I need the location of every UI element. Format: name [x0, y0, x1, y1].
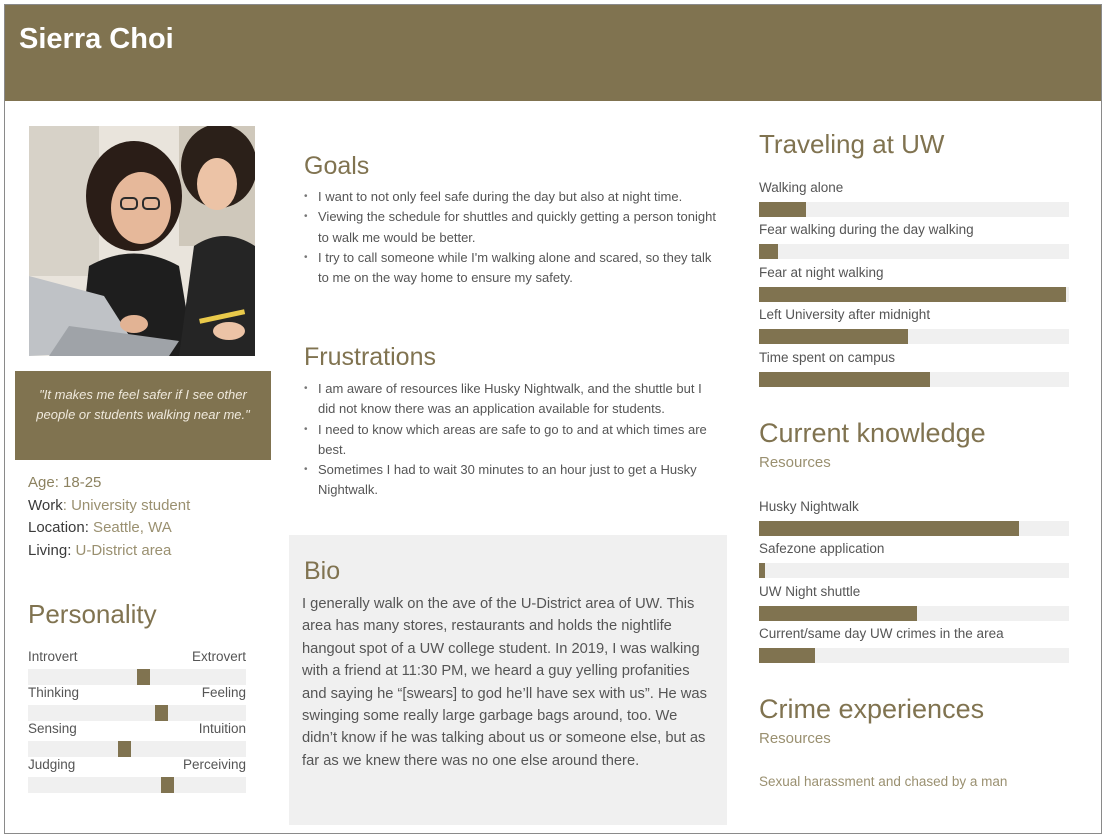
- persona-quote: "It makes me feel safer if I see other people or students walking near me.": [36, 387, 250, 422]
- demo-age: [28, 472, 190, 495]
- goal-item: • Viewing the schedule for shuttles and quickly getting a person tonight to walk me would be better.: [304, 207, 716, 248]
- traveling-bar-label: Fear walking during the day walking: [759, 222, 974, 237]
- traveling-bar-track: [759, 244, 1069, 259]
- demo-location-label: Location:: [28, 519, 89, 536]
- header-banner: [5, 5, 1101, 101]
- quote-box: [15, 371, 271, 460]
- demo-work-value: : University student: [62, 496, 191, 514]
- goal-item: • I try to call someone while I'm walking alone and scared, so they talk to me on the way home to ensure my safety.: [304, 248, 716, 289]
- demo-location: [28, 517, 190, 540]
- persona-name: Sierra Choi: [19, 23, 174, 55]
- frustrations-list: [304, 379, 716, 501]
- demo-age-label: Age: 18-25: [28, 474, 102, 491]
- trait-marker: [118, 741, 131, 757]
- demo-work-label: Work: [28, 496, 63, 514]
- bio-text: I generally walk on the ave of the U-District area of UW. This area has many stores, restaurants and holds the nightlife hangout spot of a UW college student. In 2019, I was walking with a friend at 11:30 PM, we heard a guy yelling profanities and saying he “[swears] to god he’ll have sex with us”. He was swinging some really large garbage bags around, too. We didn’t know if he was talking about us or someone else, but as far as we knew there was no one else around there.: [302, 596, 707, 769]
- bio-heading: Bio: [304, 557, 341, 585]
- traveling-bar-label: Walking alone: [759, 180, 844, 195]
- frustration-item: • I am aware of resources like Husky Nightwalk, and the shuttle but I did not know there was an application available for students.: [304, 379, 716, 420]
- knowledge-bar-track: [759, 606, 1069, 621]
- frustration-item: • Sometimes I had to wait 30 minutes to an hour just to get a Husky Nightwalk.: [304, 460, 716, 501]
- demo-location-value: Seattle, WA: [88, 519, 172, 536]
- frustration-item: • I need to know which areas are safe to go to and at which times are best.: [304, 420, 716, 461]
- trait-sensing-intuition: [28, 721, 246, 757]
- persona-photo: [29, 126, 255, 356]
- traveling-bar-track: [759, 202, 1069, 217]
- persona-photo-illustration: [29, 126, 255, 356]
- trait-marker: [155, 705, 168, 721]
- trait-judging-perceiving: [28, 757, 246, 793]
- trait-right-label: Feeling: [201, 685, 246, 700]
- traveling-bar-fill: [759, 372, 930, 387]
- demo-work: [28, 495, 190, 518]
- trait-left-label: Thinking: [28, 685, 80, 700]
- trait-right-label: Intuition: [198, 721, 246, 736]
- goal-item: • I want to not only feel safe during the day but also at night time.: [304, 187, 716, 207]
- trait-track: [28, 741, 246, 757]
- frustrations-heading: Frustrations: [304, 343, 436, 371]
- knowledge-bar-label: Safezone application: [759, 541, 885, 556]
- crime-subtitle: Resources: [759, 730, 831, 747]
- knowledge-bar-label: UW Night shuttle: [759, 584, 861, 599]
- trait-track: [28, 777, 246, 793]
- knowledge-bar-track: [759, 648, 1069, 663]
- knowledge-bar-track: [759, 563, 1069, 578]
- knowledge-bar-fill: [759, 606, 917, 621]
- traveling-bar-fill: [759, 202, 806, 217]
- knowledge-bar-track: [759, 521, 1069, 536]
- demo-living: [28, 540, 190, 563]
- knowledge-bar-fill: [759, 521, 1019, 536]
- crime-item: Sexual harassment and chased by a man: [759, 774, 1008, 789]
- crime-heading: Crime experiences: [759, 694, 985, 724]
- traveling-bar-track: [759, 287, 1069, 302]
- goals-heading: Goals: [304, 152, 370, 180]
- demographics: [28, 472, 190, 562]
- traveling-bar-fill: [759, 287, 1066, 302]
- demo-living-value: U-District area: [71, 541, 172, 559]
- bio-section: [289, 535, 727, 825]
- trait-thinking-feeling: [28, 685, 246, 721]
- traveling-bar-fill: [759, 244, 778, 259]
- persona-card: [4, 4, 1102, 834]
- trait-left-label: Introvert: [28, 649, 78, 664]
- trait-left-label: Judging: [28, 757, 76, 772]
- knowledge-bar-fill: [759, 648, 815, 663]
- trait-track: [28, 705, 246, 721]
- knowledge-heading: Current knowledge: [759, 418, 986, 448]
- knowledge-bar-label: Husky Nightwalk: [759, 499, 859, 514]
- traveling-bar-label: Left University after midnight: [759, 307, 931, 322]
- knowledge-bar-label: Current/same day UW crimes in the area: [759, 626, 1004, 641]
- knowledge-subtitle: Resources: [759, 454, 831, 471]
- trait-left-label: Sensing: [28, 721, 77, 736]
- trait-right-label: Extrovert: [191, 649, 246, 664]
- traveling-bar-track: [759, 372, 1069, 387]
- traveling-bar-label: Fear at night walking: [759, 265, 884, 280]
- trait-marker: [161, 777, 174, 793]
- knowledge-bar-fill: [759, 563, 765, 578]
- traveling-bar-label: Time spent on campus: [759, 350, 896, 365]
- goals-list: [304, 187, 716, 288]
- traveling-heading: Traveling at UW: [759, 129, 945, 159]
- traveling-bar-track: [759, 329, 1069, 344]
- personality-heading: Personality: [28, 599, 157, 629]
- trait-marker: [137, 669, 150, 685]
- demo-living-label: Living:: [28, 541, 72, 559]
- trait-introvert-extrovert: [28, 649, 246, 685]
- traveling-bar-fill: [759, 329, 908, 344]
- trait-right-label: Perceiving: [182, 757, 246, 772]
